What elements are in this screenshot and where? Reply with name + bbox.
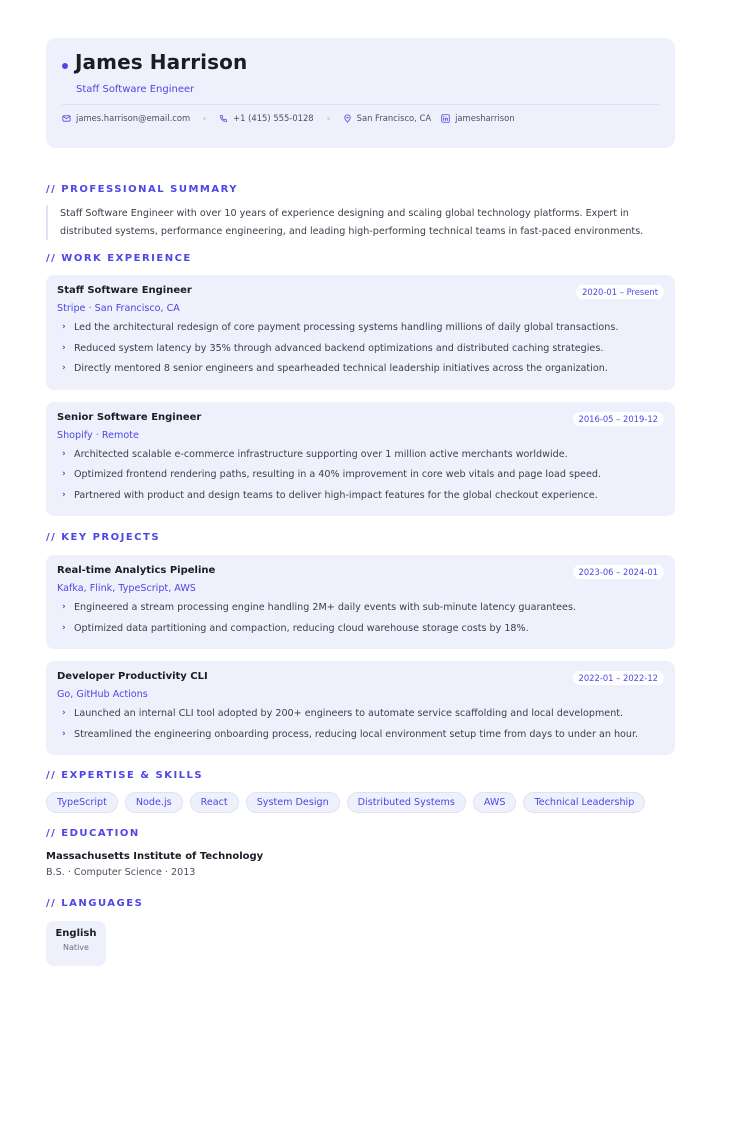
bullet-item: › Partnered with product and design teams to deliver high-impact features for the global checkout experience. xyxy=(57,487,664,505)
bullet-item: › Engineered a stream processing engine handling 2M+ daily events with sub-minute latency guarantees. xyxy=(57,599,664,617)
contact-linkedin[interactable] xyxy=(441,113,514,123)
chevron-right-icon: › xyxy=(62,602,66,612)
skill-tag: Distributed Systems xyxy=(347,792,466,813)
project-card xyxy=(46,661,675,755)
job-company: Stripe · San Francisco, CA xyxy=(57,303,180,314)
phone-icon xyxy=(219,114,228,123)
phone-text: +1 (415) 555-0128 xyxy=(233,113,314,123)
project-tech: Go, GitHub Actions xyxy=(57,689,148,700)
skills-list xyxy=(46,792,675,813)
contact-separator xyxy=(327,117,330,120)
candidate-name: James Harrison xyxy=(75,50,248,74)
date-badge: 2023-06 – 2024-01 xyxy=(573,565,665,579)
bullet-item: › Optimized data partitioning and compaction, reducing cloud warehouse storage costs by 18%. xyxy=(57,620,664,638)
skill-tag: React xyxy=(190,792,239,813)
experience-card xyxy=(46,275,675,390)
bullet-item: › Launched an internal CLI tool adopted by 200+ engineers to automate service scaffolding and local development. xyxy=(57,705,664,723)
chevron-right-icon: › xyxy=(62,708,66,718)
chevron-right-icon: › xyxy=(62,469,66,479)
job-role: Senior Software Engineer xyxy=(57,411,202,423)
section-title-summary: // PROFESSIONAL SUMMARY xyxy=(46,184,238,195)
linkedin-icon xyxy=(441,114,450,123)
chevron-right-icon: › xyxy=(62,489,66,500)
chevron-right-icon: › xyxy=(62,448,66,459)
bullet-item: › Directly mentored 8 senior engineers and spearheaded technical leadership initiatives across the organization. xyxy=(57,360,664,378)
skill-tag: Technical Leadership xyxy=(523,792,645,813)
accent-dot-icon xyxy=(62,63,68,69)
date-badge: 2020-01 – Present xyxy=(576,285,664,299)
location-text: San Francisco, CA xyxy=(356,113,432,123)
contact-location xyxy=(343,113,431,123)
bullet-item: › Reduced system latency by 35% through advanced backend optimizations and distributed caching strategies. xyxy=(57,340,664,358)
resume-page xyxy=(46,38,675,966)
section-title-projects: // KEY PROJECTS xyxy=(46,532,161,543)
section-title-skills: // EXPERTISE & SKILLS xyxy=(46,770,204,781)
project-bullets xyxy=(57,705,664,743)
contact-row xyxy=(62,113,659,123)
resume-header xyxy=(46,38,675,148)
bullet-item: › Led the architectural redesign of core payment processing systems handling millions of daily global transactions. xyxy=(57,319,664,337)
contact-email[interactable] xyxy=(62,113,190,123)
project-tech: Kafka, Flink, TypeScript, AWS xyxy=(57,583,196,594)
header-divider xyxy=(62,104,659,105)
section-title-education: // EDUCATION xyxy=(46,828,140,839)
job-bullets xyxy=(57,446,664,505)
bullet-item: › Architected scalable e-commerce infrastructure supporting over 1 million active merchants worldwide. xyxy=(57,446,664,464)
chevron-right-icon: › xyxy=(62,728,66,739)
skill-tag: AWS xyxy=(473,792,517,813)
bullet-item: › Streamlined the engineering onboarding process, reducing local environment setup time from days to under an hour. xyxy=(57,726,664,744)
skill-tag: TypeScript xyxy=(46,792,118,813)
candidate-title: Staff Software Engineer xyxy=(76,84,195,95)
project-name: Real-time Analytics Pipeline xyxy=(57,565,216,576)
job-company: Shopify · Remote xyxy=(57,429,139,441)
date-badge: 2016-05 – 2019-12 xyxy=(573,412,665,426)
chevron-right-icon: › xyxy=(62,322,66,332)
education-detail: B.S. · Computer Science · 2013 xyxy=(46,867,196,878)
date-badge: 2022-01 – 2022-12 xyxy=(573,671,665,685)
bullet-item: › Optimized frontend rendering paths, resulting in a 40% improvement in core web vitals and page load speed. xyxy=(57,466,664,484)
chevron-right-icon: › xyxy=(62,622,66,633)
skill-tag: System Design xyxy=(246,792,340,813)
email-icon xyxy=(62,114,71,123)
job-role: Staff Software Engineer xyxy=(57,285,192,296)
summary-text: Staff Software Engineer with over 10 years of experience designing and scaling global technology platforms. Expert in distributed systems, performance engineering, and leading high-performing technical teams in fast-paced environments. xyxy=(46,205,675,240)
education-school: Massachusetts Institute of Technology xyxy=(46,851,264,862)
language-name: English xyxy=(55,928,97,939)
section-title-languages: // LANGUAGES xyxy=(46,898,144,909)
contact-separator xyxy=(203,117,206,120)
chevron-right-icon: › xyxy=(62,342,66,353)
skill-tag: Node.js xyxy=(125,792,183,813)
project-bullets xyxy=(57,599,664,637)
chevron-right-icon: › xyxy=(62,363,66,373)
linkedin-text: jamesharrison xyxy=(455,113,515,123)
language-level: Native xyxy=(63,943,89,952)
contact-phone[interactable] xyxy=(219,113,314,123)
location-pin-icon xyxy=(343,114,352,123)
language-card xyxy=(46,921,106,966)
experience-card xyxy=(46,402,675,517)
section-title-experience: // WORK EXPERIENCE xyxy=(46,253,192,264)
project-card xyxy=(46,555,675,649)
email-text: james.harrison@email.com xyxy=(76,113,191,123)
job-bullets xyxy=(57,319,664,378)
project-name: Developer Productivity CLI xyxy=(57,671,208,682)
